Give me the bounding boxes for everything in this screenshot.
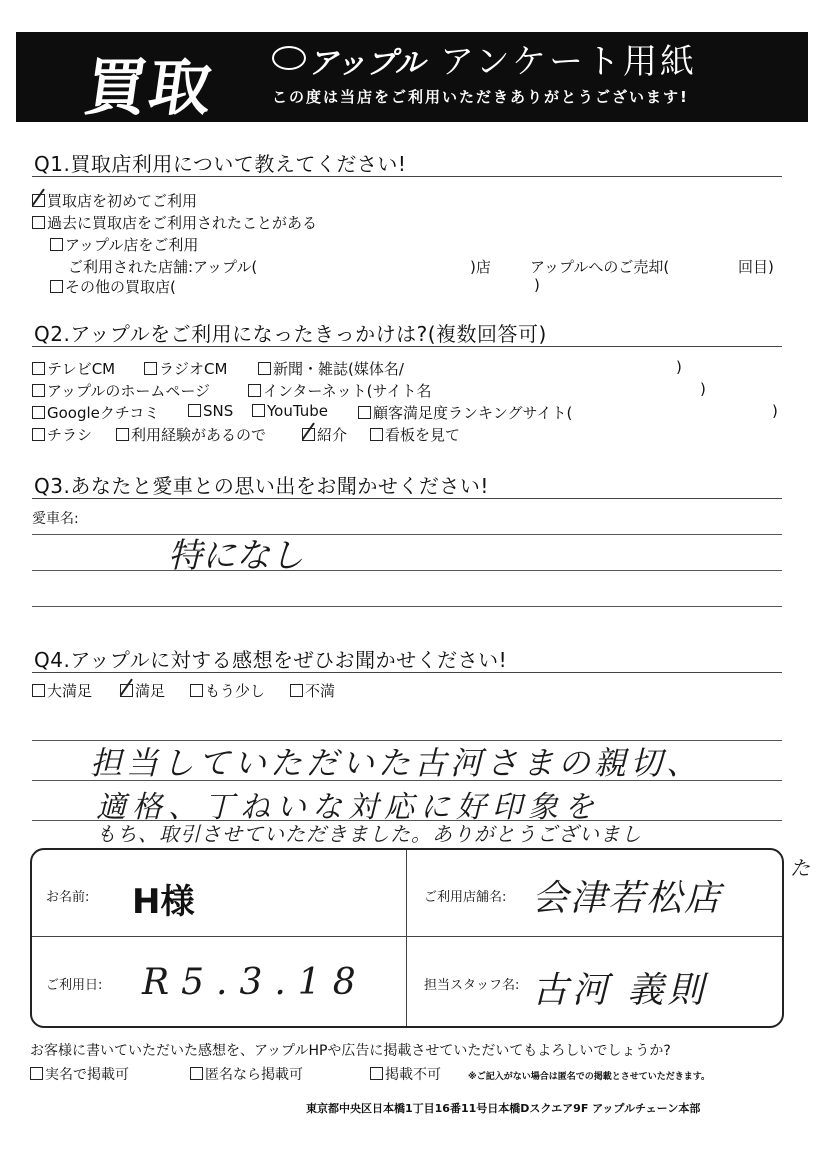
q4-option-more[interactable]: もう少し [190,680,265,701]
date-value: R5.3.18 [142,962,368,1003]
q2-option-intro[interactable]: 紹介 [302,424,347,445]
checkbox-icon[interactable] [32,216,45,229]
info-box-divider [32,936,782,937]
q2-option-internet[interactable]: インターネット(サイト名 [248,380,431,401]
brand-logo: アップル [308,46,425,81]
checkbox-icon[interactable] [50,238,63,251]
q2-option-tv[interactable]: テレビCM [32,358,115,379]
q2-news-close: ) [676,358,682,376]
q2-option-news[interactable]: 新聞・雑誌(媒体名/ [258,358,404,379]
checkbox-icon[interactable] [32,428,45,441]
q1-title: Q1.買取店利用について教えてください! [34,152,407,176]
q4-option-satisfied[interactable]: 満足 [120,680,165,701]
q4-divider [32,672,782,673]
circle-logo-icon [272,46,306,70]
q1-option-apple[interactable]: アップル店をご利用 [50,234,198,255]
q1-option-past[interactable]: 過去に買取店をご利用されたことがある [32,212,317,233]
checkbox-checked-icon[interactable] [32,194,45,207]
q1-divider [32,176,782,177]
store-value: 会津若松店 [532,878,723,919]
checkbox-checked-icon[interactable] [302,428,315,441]
comment-line-3: もち、取引させていただきました。ありがとうございまし [96,822,642,846]
q2-option-flyer[interactable]: チラシ [32,424,92,445]
name-value: H様 [132,882,195,922]
comment-line-1: 担当していただいた古河さまの親切、 [90,744,703,782]
customer-info-box [30,848,784,1028]
q1-option-first[interactable]: 買取店を初めてご利用 [32,190,197,211]
q4-option-very[interactable]: 大満足 [32,680,92,701]
publish-option-real[interactable]: 実名で掲載可 [30,1064,129,1084]
store-label: ご利用店舗名: [424,890,507,905]
checkbox-icon[interactable] [50,280,63,293]
checkbox-icon[interactable] [32,406,45,419]
checkbox-icon[interactable] [188,404,201,417]
q2-option-google[interactable]: Googleクチコミ [32,402,159,423]
header-big-kanji: 買取 [80,51,219,124]
checkbox-icon[interactable] [190,1067,203,1080]
publish-option-no[interactable]: 掲載不可 [370,1064,441,1084]
checkbox-icon[interactable] [30,1067,43,1080]
q2-ranking-close: ) [772,402,778,420]
write-line [32,606,782,607]
checkbox-icon[interactable] [370,1067,383,1080]
q2-option-sns[interactable]: SNS [188,402,233,420]
checkbox-icon[interactable] [248,384,261,397]
q1-store-suffix: )店 [470,258,491,276]
page-title: アンケート用紙 [440,42,697,82]
q2-title: Q2.アップルをご利用になったきっかけは?(複数回答可) [34,322,547,346]
page-subtitle: この度は当店をご利用いただきありがとうございます! [272,88,689,106]
q2-option-youtube[interactable]: YouTube [252,402,328,420]
q4-title: Q4.アップルに対する感想をぜひお聞かせください! [34,648,508,672]
write-line [32,534,782,535]
q2-internet-close: ) [700,380,706,398]
car-memory-handwritten: 特になし [168,536,304,576]
q4-option-unsatisfied[interactable]: 不満 [290,680,335,701]
q3-title: Q3.あなたと愛車との思い出をお聞かせください! [34,474,489,498]
checkbox-icon[interactable] [258,362,271,375]
name-label: お名前: [46,890,90,905]
publish-note: ※ご記入がない場合は匿名での掲載とさせていただきます。 [468,1072,711,1082]
comment-tail: た [790,856,810,880]
q1-sell-prefix: アップルへのご売却( [530,258,670,276]
q2-option-homepage[interactable]: アップルのホームページ [32,380,210,401]
checkbox-icon[interactable] [190,684,203,697]
publish-question: お客様に書いていただいた感想を、アップルHPや広告に掲載させていただいてもよろしいでしょうか? [30,1043,671,1059]
q2-option-experience[interactable]: 利用経験があるので [116,424,266,445]
write-line [32,570,782,571]
checkbox-icon[interactable] [370,428,383,441]
q1-option-other[interactable]: その他の買取店( [50,276,176,297]
publish-option-anon[interactable]: 匿名なら掲載可 [190,1064,303,1084]
q1-store-prefix: ご利用された店舗:アップル( [68,258,258,276]
checkbox-icon[interactable] [32,362,45,375]
checkbox-icon[interactable] [358,406,371,419]
company-address: 東京都中央区日本橋1丁目16番11号日本橋Dスクエア9F アップルチェーン本部 [306,1102,701,1115]
checkbox-icon[interactable] [32,384,45,397]
checkbox-icon[interactable] [32,684,45,697]
car-name-label: 愛車名: [32,511,79,527]
staff-label: 担当スタッフ名: [424,978,520,993]
q3-divider [32,498,782,499]
staff-value: 古河 義則 [532,970,708,1011]
checkbox-icon[interactable] [252,404,265,417]
q2-option-ranking[interactable]: 顧客満足度ランキングサイト( [358,402,572,423]
q2-option-sign[interactable]: 看板を見て [370,424,460,445]
date-label: ご利用日: [46,978,103,993]
q1-sell-suffix: 回目) [738,258,774,276]
info-box-divider [406,850,407,1026]
checkbox-icon[interactable] [144,362,157,375]
comment-line-2: 適格、丁ねいな対応に好印象を [96,790,600,825]
checkbox-checked-icon[interactable] [120,684,133,697]
q2-option-radio[interactable]: ラジオCM [144,358,227,379]
header-banner [16,32,808,122]
q1-other-close: ) [534,276,540,294]
checkbox-icon[interactable] [116,428,129,441]
q2-divider [32,346,782,347]
checkbox-icon[interactable] [290,684,303,697]
